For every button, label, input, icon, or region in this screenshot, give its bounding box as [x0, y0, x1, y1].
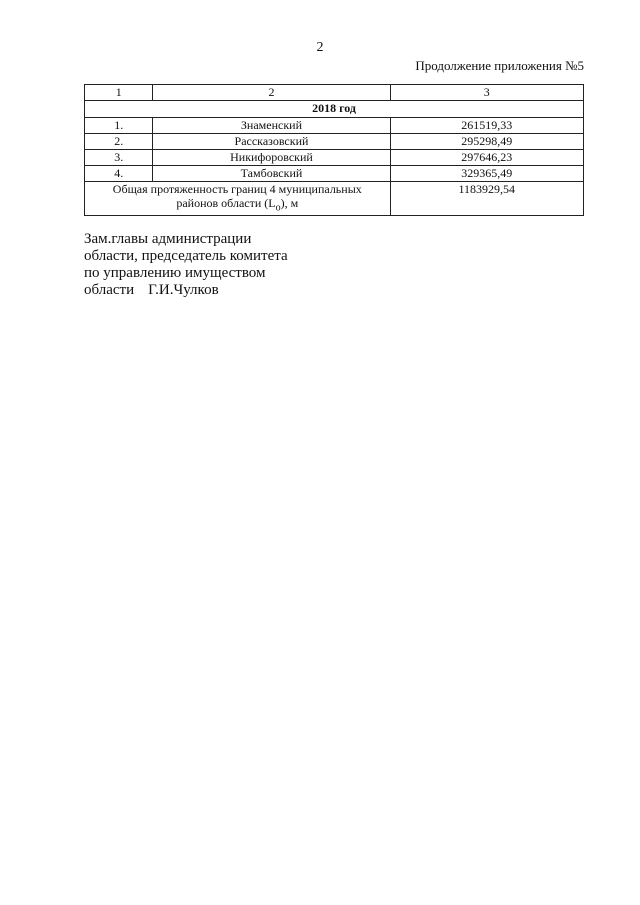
- total-row: [85, 182, 584, 216]
- district-name: Знаменский: [153, 118, 390, 134]
- district-name: Тамбовский: [153, 166, 390, 182]
- table-row: [85, 166, 584, 182]
- signature-line-4-prefix: области: [84, 282, 135, 298]
- total-label-line2: районов области (L: [176, 196, 276, 210]
- district-name: Рассказовский: [153, 134, 390, 150]
- total-label: [85, 182, 391, 216]
- signature-block: [84, 231, 288, 299]
- header-cell-3: 3: [390, 85, 583, 101]
- district-name: Никифоровский: [153, 150, 390, 166]
- page-number: 2: [316, 40, 324, 55]
- total-label-tail: ), м: [280, 196, 299, 210]
- total-label-subscript: о: [275, 202, 281, 214]
- table-row: [85, 118, 584, 134]
- row-number: 3.: [85, 150, 153, 166]
- table-row: [85, 134, 584, 150]
- boundary-length: 295298,49: [390, 134, 583, 150]
- appendix-note: Продолжение приложения №5: [415, 58, 584, 73]
- row-number: 1.: [85, 118, 153, 134]
- year-cell: 2018 год: [85, 101, 584, 118]
- header-cell-1: 1: [85, 85, 153, 101]
- signatory-name: Г.И.Чулков: [148, 282, 219, 298]
- total-label-line1: Общая протяженность границ 4 муниципальных: [112, 182, 362, 196]
- data-table: [84, 84, 584, 216]
- total-value: 1183929,54: [390, 182, 583, 216]
- table-row: [85, 150, 584, 166]
- row-number: 2.: [85, 134, 153, 150]
- signature-line-3: по управлению имуществом: [84, 265, 266, 281]
- signature-line-4: [84, 282, 288, 299]
- header-cell-2: 2: [153, 85, 390, 101]
- year-row: [85, 101, 584, 118]
- boundary-length: 297646,23: [390, 150, 583, 166]
- signature-line-1: Зам.главы администрации: [84, 231, 252, 247]
- boundary-length: 261519,33: [390, 118, 583, 134]
- signature-line-2: области, председатель комитета: [84, 248, 288, 264]
- table-header-row: [85, 85, 584, 101]
- boundary-length: 329365,49: [390, 166, 583, 182]
- row-number: 4.: [85, 166, 153, 182]
